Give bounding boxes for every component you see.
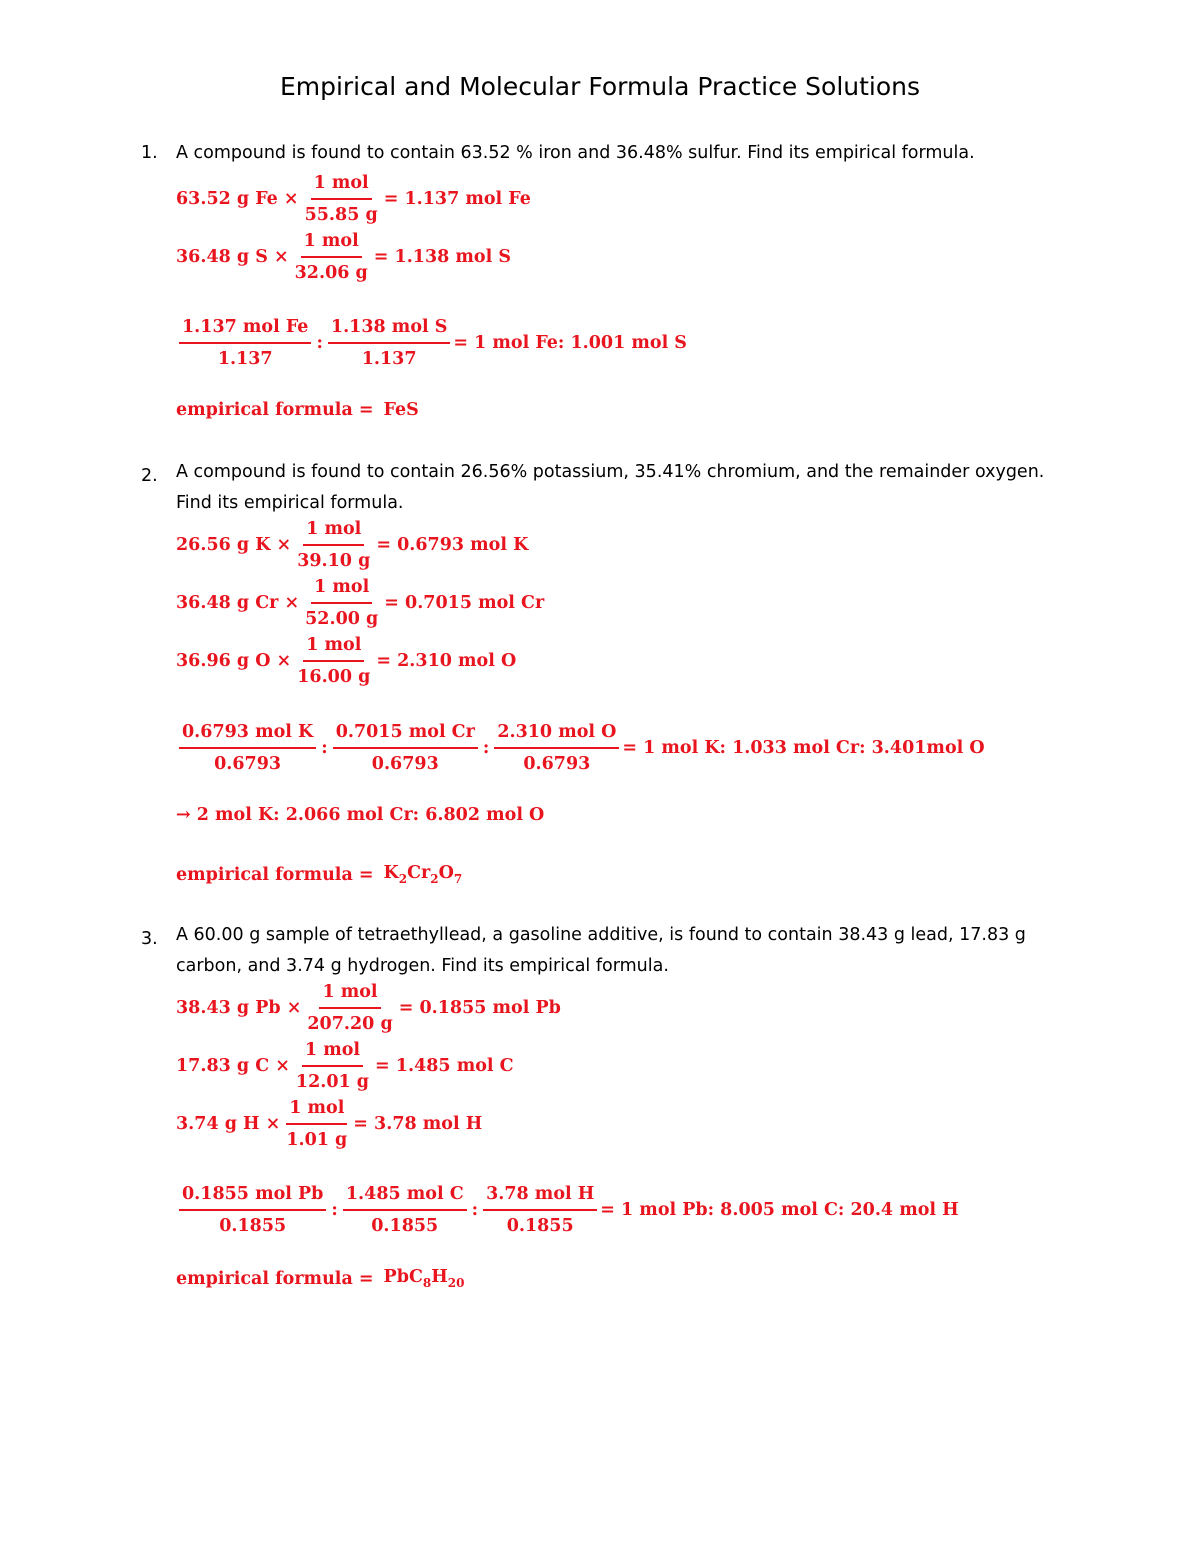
numerator: 1 mol: [319, 979, 380, 1009]
q3-calc-c: [176, 1037, 514, 1095]
fraction: [304, 979, 395, 1037]
denominator: 1.137: [361, 349, 417, 369]
ratio-fraction: [494, 719, 619, 777]
denominator: 39.10 g: [297, 551, 371, 571]
doubled-ratio-text: → 2 mol K: 2.066 mol Cr: 6.802 mol O: [176, 805, 545, 825]
empirical-label: empirical formula =: [176, 1268, 374, 1289]
ratio-separator: :: [482, 738, 490, 758]
element: H: [431, 1267, 448, 1287]
question-2-text: [176, 457, 1076, 519]
numerator: 1 mol: [303, 516, 364, 546]
empirical-label: empirical formula =: [176, 864, 374, 885]
question-1-number: 1.: [141, 143, 158, 163]
ratio-fraction: [179, 1181, 326, 1239]
calc-lhs: 17.83 g C ×: [176, 1056, 290, 1076]
fraction: [302, 170, 381, 228]
denominator: 0.6793: [214, 754, 282, 774]
ratio-separator: :: [331, 1200, 338, 1220]
calc-lhs: 3.74 g H ×: [176, 1114, 281, 1134]
ratio-separator: :: [471, 1200, 479, 1220]
page-title: Empirical and Molecular Formula Practice Solutions: [279, 72, 921, 101]
ratio-fraction: [328, 314, 450, 372]
ratio-fraction: [179, 719, 316, 777]
question-1-text: A compound is found to contain 63.52 % iron and 36.48% sulfur. Find its empirical formula.: [176, 143, 975, 163]
calc-result: = 1.137 mol Fe: [383, 189, 531, 209]
ratio-separator: :: [321, 738, 328, 758]
denominator: 0.1855: [219, 1216, 287, 1236]
numerator: 1 mol: [301, 228, 362, 258]
numerator: 1.138 mol S: [328, 314, 450, 344]
element: PbC: [383, 1267, 423, 1287]
denominator: 16.00 g: [297, 667, 371, 687]
denominator: 55.85 g: [304, 205, 378, 225]
numerator: 3.78 mol H: [483, 1181, 597, 1211]
numerator: 0.6793 mol K: [179, 719, 316, 749]
subscript: 8: [422, 1276, 432, 1290]
calc-result: = 2.310 mol O: [376, 651, 517, 671]
numerator: 0.7015 mol Cr: [333, 719, 478, 749]
q1-mole-ratio: [176, 314, 687, 372]
denominator: 0.1855: [506, 1216, 574, 1236]
numerator: 1 mol: [311, 170, 372, 200]
question-3-line-2: carbon, and 3.74 g hydrogen. Find its empirical formula.: [176, 956, 669, 976]
denominator: 52.00 g: [305, 609, 379, 629]
calc-result: = 1.485 mol C: [375, 1056, 514, 1076]
element: K: [383, 863, 399, 883]
question-3-number: 3.: [141, 929, 158, 949]
ratio-result: = 1 mol Fe: 1.001 mol S: [453, 333, 687, 353]
calc-lhs: 36.48 g S ×: [176, 247, 289, 267]
fraction: [302, 574, 381, 632]
q2-calc-o: [176, 632, 516, 690]
fraction: [294, 516, 373, 574]
q2-calc-cr: [176, 574, 544, 632]
denominator: 0.1855: [371, 1216, 439, 1236]
numerator: 2.310 mol O: [494, 719, 619, 749]
q1-empirical-formula: [176, 400, 419, 420]
fraction: [294, 632, 373, 690]
ratio-fraction: [333, 719, 478, 777]
numerator: 1.137 mol Fe: [179, 314, 311, 344]
ratio-result: = 1 mol K: 1.033 mol Cr: 3.401mol O: [622, 738, 985, 758]
calc-lhs: 36.48 g Cr ×: [176, 593, 300, 613]
ratio-fraction: [483, 1181, 597, 1239]
denominator: 1.137: [217, 349, 273, 369]
empirical-value: [384, 1267, 465, 1290]
calc-result: = 1.138 mol S: [373, 247, 511, 267]
fraction: [293, 1037, 372, 1095]
q2-calc-k: [176, 516, 528, 574]
calc-lhs: 63.52 g Fe ×: [176, 189, 299, 209]
numerator: 1 mol: [302, 1037, 363, 1067]
empirical-value: [384, 863, 463, 886]
q3-calc-h: [176, 1095, 482, 1153]
question-2-line-1: A compound is found to contain 26.56% potassium, 35.41% chromium, and the remainder oxygen.: [176, 462, 1045, 482]
element: Cr: [407, 863, 431, 883]
ratio-result: = 1 mol Pb: 8.005 mol C: 20.4 mol H: [600, 1200, 959, 1220]
numerator: 1 mol: [286, 1095, 347, 1125]
q2-empirical-formula: [176, 863, 462, 886]
fraction: [283, 1095, 350, 1153]
subscript: 20: [447, 1276, 465, 1290]
calc-result: = 0.7015 mol Cr: [384, 593, 545, 613]
q3-empirical-formula: [176, 1267, 464, 1290]
question-2-line-2: Find its empirical formula.: [176, 493, 404, 513]
calc-result: = 0.6793 mol K: [376, 535, 529, 555]
denominator: 0.6793: [523, 754, 591, 774]
q3-calc-pb: [176, 979, 561, 1037]
numerator: 1 mol: [311, 574, 372, 604]
q2-doubled-ratio: [176, 805, 544, 825]
calc-result: = 3.78 mol H: [353, 1114, 483, 1134]
q1-calc-fe: [176, 170, 531, 228]
calc-lhs: 26.56 g K ×: [176, 535, 292, 555]
question-2-number: 2.: [141, 466, 158, 486]
calc-result: = 0.1855 mol Pb: [398, 998, 561, 1018]
ratio-separator: :: [316, 333, 323, 353]
numerator: 0.1855 mol Pb: [179, 1181, 326, 1211]
subscript: 2: [398, 872, 408, 886]
calc-lhs: 36.96 g O ×: [176, 651, 292, 671]
denominator: 32.06 g: [294, 263, 368, 283]
q2-mole-ratio: [176, 719, 985, 777]
subscript: 7: [453, 872, 463, 886]
element: O: [438, 863, 454, 883]
question-3-text: [176, 920, 1076, 982]
empirical-value: FeS: [383, 400, 419, 420]
numerator: 1.485 mol C: [343, 1181, 467, 1211]
subscript: 2: [430, 872, 439, 886]
fraction: [292, 228, 371, 286]
denominator: 12.01 g: [295, 1072, 370, 1092]
denominator: 207.20 g: [307, 1014, 393, 1034]
calc-lhs: 38.43 g Pb ×: [176, 998, 302, 1018]
q1-calc-s: [176, 228, 511, 286]
empirical-label: empirical formula =: [176, 400, 374, 420]
numerator: 1 mol: [303, 632, 364, 662]
question-3-line-1: A 60.00 g sample of tetraethyllead, a gasoline additive, is found to contain 38.43 g lead, 17.83 g: [176, 925, 1026, 945]
denominator: 1.01 g: [286, 1130, 348, 1150]
q3-mole-ratio: [176, 1181, 959, 1239]
denominator: 0.6793: [371, 754, 439, 774]
ratio-fraction: [179, 314, 311, 372]
ratio-fraction: [343, 1181, 467, 1239]
